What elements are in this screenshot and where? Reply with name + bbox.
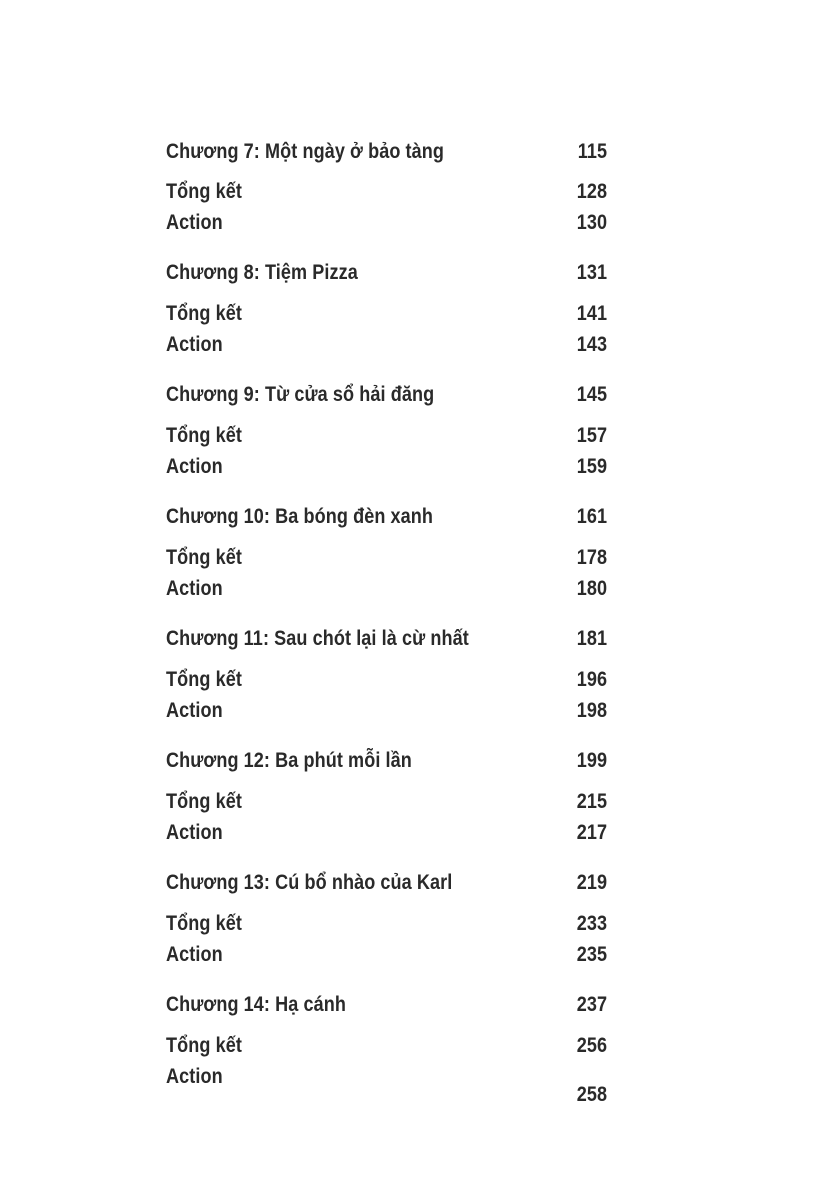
item-label: Tổng kết bbox=[166, 302, 242, 325]
toc-item-row[interactable] bbox=[166, 1032, 607, 1060]
toc-chapter-row[interactable] bbox=[166, 625, 607, 653]
item-label: Action bbox=[166, 699, 223, 722]
toc-chapter-row[interactable] bbox=[166, 991, 607, 1019]
chapter-title: Chương 7: Một ngày ở bảo tàng bbox=[166, 140, 445, 163]
toc-item-row[interactable] bbox=[166, 544, 607, 572]
toc-chapter-row[interactable] bbox=[166, 869, 607, 897]
page-number: 181 bbox=[576, 627, 608, 650]
toc-chapter-row[interactable] bbox=[166, 503, 607, 531]
page-number: 131 bbox=[576, 261, 608, 284]
item-label: Action bbox=[166, 821, 223, 844]
item-label: Tổng kết bbox=[166, 1034, 242, 1057]
page-number: 178 bbox=[576, 546, 608, 569]
chapter-title: Chương 12: Ba phút mỗi lần bbox=[166, 749, 412, 772]
item-label: Tổng kết bbox=[166, 424, 242, 447]
item-label: Tổng kết bbox=[166, 180, 242, 203]
chapter-title: Chương 14: Hạ cánh bbox=[166, 993, 347, 1016]
toc-item-row[interactable] bbox=[166, 331, 607, 359]
toc-item-row[interactable] bbox=[166, 178, 607, 206]
item-label: Action bbox=[166, 1065, 223, 1088]
item-label: Action bbox=[166, 943, 223, 966]
page-number: 130 bbox=[576, 211, 608, 234]
page-number: 198 bbox=[576, 699, 608, 722]
toc-item-row[interactable] bbox=[166, 941, 607, 969]
chapter-title: Chương 13: Cú bổ nhào của Karl bbox=[166, 871, 453, 894]
toc-item-row[interactable] bbox=[166, 422, 607, 450]
chapter-title: Chương 11: Sau chót lại là cừ nhất bbox=[166, 627, 469, 650]
item-label: Tổng kết bbox=[166, 546, 242, 569]
toc-item-row[interactable] bbox=[166, 910, 607, 938]
chapter-title: Chương 9: Từ cửa sổ hải đăng bbox=[166, 383, 435, 406]
toc-item-row[interactable] bbox=[166, 575, 607, 603]
toc-chapter-row[interactable] bbox=[166, 381, 607, 409]
item-label: Tổng kết bbox=[166, 668, 242, 691]
page-number: 161 bbox=[576, 505, 608, 528]
page-number: 199 bbox=[576, 749, 608, 772]
toc-item-row[interactable] bbox=[166, 300, 607, 328]
page-number: 237 bbox=[576, 993, 608, 1016]
item-label: Tổng kết bbox=[166, 790, 242, 813]
toc-item-row[interactable] bbox=[166, 788, 607, 816]
page-number: 115 bbox=[577, 140, 608, 163]
page-number: 217 bbox=[576, 821, 608, 844]
chapter-title: Chương 10: Ba bóng đèn xanh bbox=[166, 505, 434, 528]
toc-item-row[interactable] bbox=[166, 1063, 608, 1106]
page-number: 157 bbox=[576, 424, 608, 447]
chapter-title: Chương 8: Tiệm Pizza bbox=[166, 261, 358, 284]
item-label: Action bbox=[166, 333, 223, 356]
page-number: 256 bbox=[576, 1034, 608, 1057]
page-number: 145 bbox=[576, 383, 608, 406]
page-number: 215 bbox=[576, 790, 608, 813]
item-label: Action bbox=[166, 455, 223, 478]
page-number: 233 bbox=[576, 912, 608, 935]
toc-item-row[interactable] bbox=[166, 819, 607, 847]
toc-item-row[interactable] bbox=[166, 697, 607, 725]
page-number: 141 bbox=[576, 302, 608, 325]
page-number: 159 bbox=[576, 455, 608, 478]
page-number: 258 bbox=[576, 1083, 608, 1106]
page-number: 180 bbox=[576, 577, 608, 600]
toc-item-row[interactable] bbox=[166, 666, 607, 694]
page-number: 143 bbox=[576, 333, 608, 356]
toc-item-row[interactable] bbox=[166, 453, 607, 481]
page-number: 128 bbox=[576, 180, 608, 203]
toc-chapter-row[interactable] bbox=[166, 259, 607, 287]
page-number: 219 bbox=[576, 871, 608, 894]
item-label: Action bbox=[166, 211, 223, 234]
item-label: Tổng kết bbox=[166, 912, 242, 935]
page-number: 235 bbox=[576, 943, 608, 966]
table-of-contents bbox=[166, 0, 679, 1196]
toc-chapter-row[interactable] bbox=[166, 138, 607, 166]
item-label: Action bbox=[166, 577, 223, 600]
page-number: 196 bbox=[576, 668, 608, 691]
toc-item-row[interactable] bbox=[166, 209, 607, 237]
toc-chapter-row[interactable] bbox=[166, 747, 607, 775]
